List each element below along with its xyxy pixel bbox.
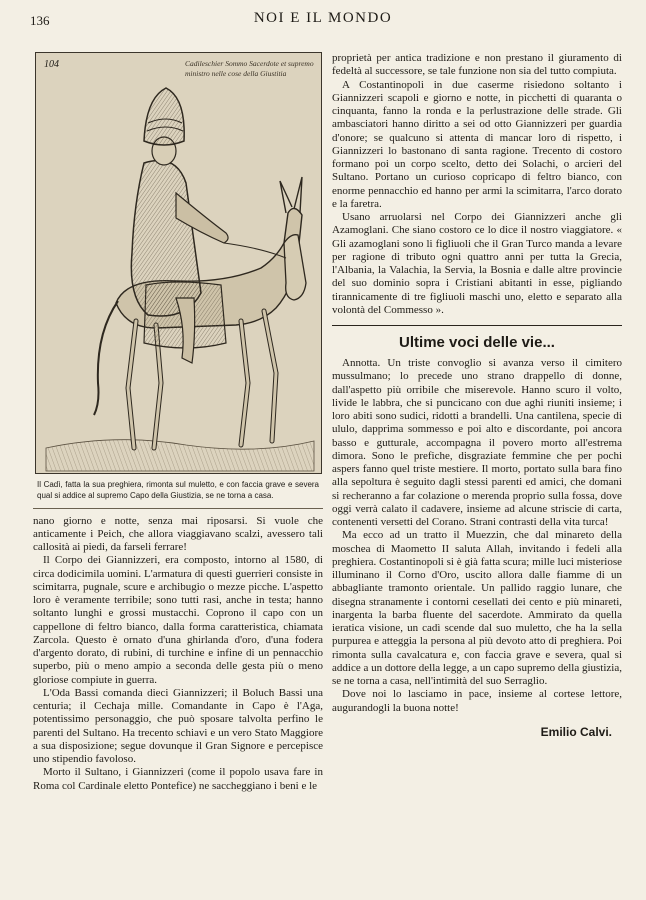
right-paragraph-3: Usano arruolarsi nel Corpo dei Giannizzeri anche gli Azamoglani. Che siano costoro ce lo dice il nostro viaggiatore. « Gli azamoglani sono li figliuoli che il Gran Turco manda a levare per ragione di tributo ogni quattro anni per tutta la Grecia, l'Albania, la Valachia, la Servia, la Bosnia e dalle altre provincie del suo dominio sopra i Cristiani abitanti in esse, pigliando tirannicamente di tre figliuoli maschi uno, eletto e separato alla volontà del Commesso ».	[332, 211, 622, 316]
section-divider	[332, 325, 622, 326]
figure-caption: Il Cadì, fatta la sua preghiera, rimonta sul muletto, e con faccia grave e severa qual si addice al supremo Capo della Giustizia, se ne torna a casa.	[37, 480, 319, 500]
plate-inscription: Cadileschier Sommo Sacerdote et supremo ministro nelle cose della Giustitia	[185, 59, 314, 78]
right-paragraph-1: proprietà per antica tradizione e non prestano il giuramento di fedeltà al successore, se tale funzione non sia del tutto compiuta.	[332, 52, 622, 78]
plate-number: 104	[44, 59, 59, 70]
left-paragraph-1: nano giorno e notte, senza mai riposarsi. Si vuole che anticamente i Peich, che allora viaggiavano scalzi, avessero tali callosità ai piedi, da farseli ferrare!	[33, 514, 323, 554]
right-paragraph-6: Dove noi lo lasciamo in pace, insieme al cortese lettore, augurandogli la buona notte!	[332, 688, 622, 714]
caption-divider	[33, 508, 323, 509]
ground	[46, 440, 314, 471]
engraving-illustration	[35, 52, 322, 474]
mule-tail	[94, 301, 118, 415]
rider-robe	[131, 161, 201, 317]
page-number: 136	[30, 13, 50, 28]
left-paragraph-4: Morto il Sultano, i Giannizzeri (come il popolo usava fare in Roma col Cardinale eletto Pontefice) ne saccheggiano i beni e le	[33, 766, 323, 792]
mule-head	[284, 235, 306, 300]
left-paragraph-2: Il Corpo dei Giannizzeri, era composto, intorno al 1580, di circa dodicimila uomini. L'armatura di questi guerrieri consiste in scimitarra, pugnale, scure e archibugio o mezze picche. L'aspetto loro è veramente terribile; sono tutti rasi, anche in testa; hanno soltanto lunghi e grossi mustacchi. Coprono il capo con un cappellone di feltro bianco, dalla forma caratteristica, chiamata Zarcola. Questo è ornato d'una ghirlanda d'oro, d'una fodera d'argento dorato, di rubini, di turchine e infine di un pennacchio superbo, più o meno ampio a seconda delle gesta più o meno gloriose compiute in guerra.	[33, 554, 323, 686]
left-paragraph-3: L'Oda Bassi comanda dieci Giannizzeri; il Boluch Bassi una centuria; il Cechaja mille. Comandante in Capo è l'Aga, potentissimo personaggio, che può sposare talvolta perfino le parenti del Sultano. Ha trecento schiavi e un vero Stato Maggiore a sua disposizione; segue dovunque il Gran Signore e percepisce uno stipendio favoloso.	[33, 686, 323, 766]
rider-turban	[144, 88, 184, 145]
running-head: NOI E IL MONDO	[253, 10, 393, 26]
right-column	[332, 52, 622, 739]
cadi-on-mule-engraving	[36, 53, 321, 473]
left-column	[33, 52, 323, 793]
mule-ears	[280, 177, 302, 213]
right-paragraph-4: Annotta. Un triste convoglio si avanza verso il cimitero mussulmano; lo precede uno strano drappello di donne, dall'aspetto più orribile che miserevole. Hanno scuro il volto, livide le labbra, che si puncicano con due aghi riuniti insieme; i loro abiti sono sudici, ridotti a brandelli. Una cantilena, specie di ululo, dapprima sommesso e poi alto e discordante, poi ancora basso e gutturale, accompagna il povero morto all'estrema dimora. Sono le prefiche, disgraziate femmine che per pochi aspers fanno quel triste mestiere. Il morto, portato sulla bara fino alla sepoltura è seguito dagli stessi parenti ed amici, che domani si recheranno a far colazione o merenda proprio sulla fossa, dove oggi verrà calato il cadavere, insieme ad alcune striscie di carta, contenenti versetti del Corano. Strani contrasti della vita turca!	[332, 357, 622, 528]
right-paragraph-2: A Costantinopoli in due caserme risiedono soltanto i Giannizzeri scapoli e giorno e notte, in picchetti di quaranta o cinquanta, fanno la ronda e la perlustrazione delle strade. Gli ambasciatori hanno diritto a sei od otto Giannizzeri per guardia d'onore; se qualcuno si attenta di mancar loro di rispetto, i Giannizzeri lo bastonano di santa ragione. Trecento di costoro formano poi un corpo scelto, detto dei Solachi, o arcieri del Sultano. Portano un curioso copricapo di feltro bianco, con enorme pennacchio ed hanno per armi la scimitarra, l'arco dorato e la faretra.	[332, 78, 622, 210]
section-title: Ultime voci delle vie...	[399, 334, 555, 351]
author-signature: Emilio Calvi.	[540, 724, 612, 739]
right-paragraph-5: Ma ecco ad un tratto il Muezzin, che dal minareto della moschea di Maometto II saluta Allah, invitando i fedeli alla preghiera. Costantinopoli si è già fatta scura; mille luci misteriose illuminano il Corno d'Oro, uscito allora dalle fiamme di un abbagliante tramonto orientale. Un pallido raggio lunare, che disegna stranamente i contorni cesellati dei cento e più minareti, inargenta la barba fluente del sacerdote. Ammirato da quella ieratica visione, un cadì scende dal suo muletto, che ha la sella purpurea e atteggia la persona al più devoto atto di preghiera. Poi rimonta sulla cavalcatura e, con faccia grave e severa, qual si addice a un dottore della legge, a un capo supremo della giustizia, se ne torna a casa, nell'intimità del suo Serraglio.	[332, 529, 622, 687]
